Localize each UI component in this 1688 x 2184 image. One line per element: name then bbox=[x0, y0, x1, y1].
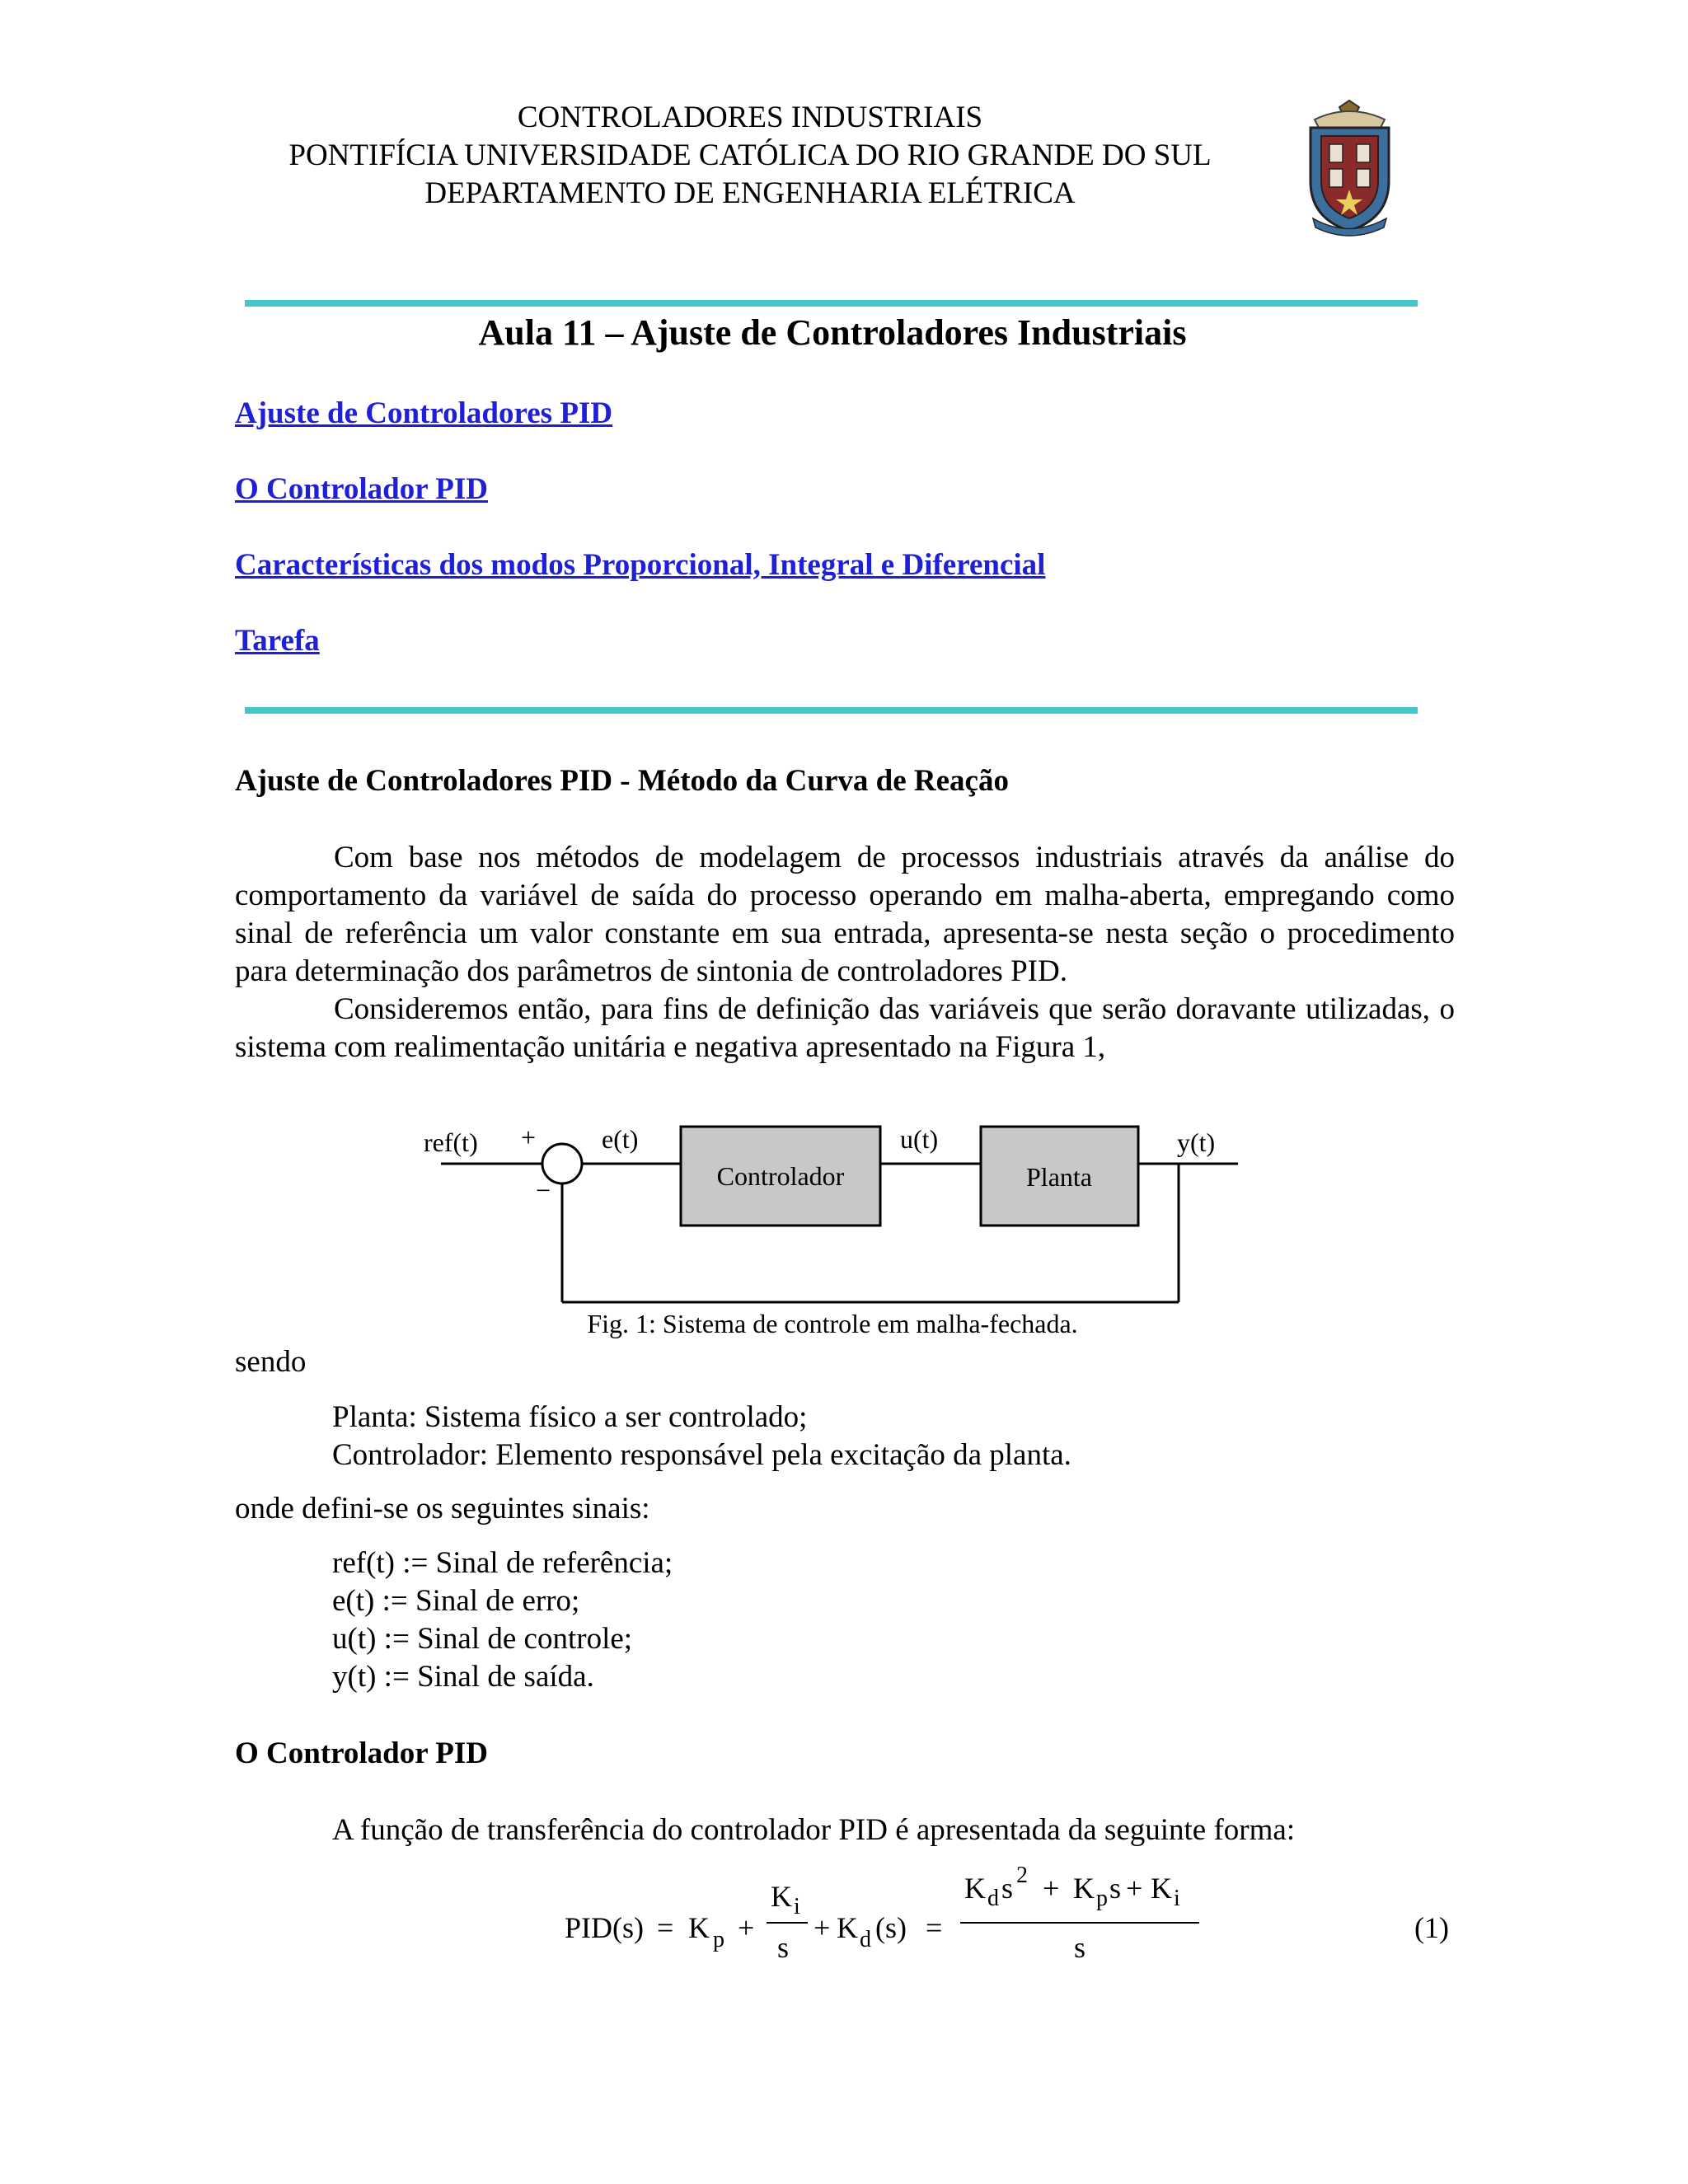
eq-num-ki-sub: i bbox=[1174, 1886, 1180, 1911]
text-signals-intro: onde defini-se os seguintes sinais: bbox=[235, 1492, 650, 1526]
paragraph-transfer-function: A função de transferência do controlador PID é apresentada da seguinte forma: bbox=[332, 1813, 1296, 1847]
eq-num-ki: K bbox=[1151, 1872, 1172, 1905]
eq-kp-sub: p bbox=[713, 1927, 724, 1952]
block-diagram-figure bbox=[412, 1117, 1253, 1339]
figure-caption: Fig. 1: Sistema de controle em malha-fechada. bbox=[587, 1309, 1078, 1338]
label-output: y(t) bbox=[1177, 1127, 1216, 1157]
eq-fraction-bar-1 bbox=[767, 1922, 808, 1924]
header-course: CONTROLADORES INDUSTRIAIS bbox=[517, 101, 983, 134]
eq-num-exponent: 2 bbox=[1016, 1863, 1028, 1888]
eq-num-plus-1: + bbox=[1043, 1872, 1060, 1905]
header-department: DEPARTAMENTO DE ENGENHARIA ELÉTRICA bbox=[424, 176, 1076, 210]
label-minus: − bbox=[536, 1175, 551, 1205]
eq-s-den-2: s bbox=[1074, 1931, 1086, 1964]
eq-num-kd: K bbox=[964, 1872, 986, 1905]
label-control-signal: u(t) bbox=[900, 1124, 939, 1154]
label-ref: ref(t) bbox=[424, 1127, 478, 1157]
pid-equation bbox=[560, 1863, 1220, 1978]
eq-num-kp-sub: p bbox=[1096, 1886, 1108, 1911]
text-sendo: sendo bbox=[235, 1345, 307, 1379]
section-heading-controlador-pid: O Controlador PID bbox=[235, 1736, 488, 1770]
eq-kd-s: (s) bbox=[875, 1911, 907, 1944]
eq-plus-1: + bbox=[738, 1911, 755, 1944]
controller-label: Controlador bbox=[716, 1161, 845, 1191]
definition-planta: Planta: Sistema físico a ser controlado; bbox=[332, 1400, 808, 1434]
signal-ref: ref(t) := Sinal de referência; bbox=[332, 1546, 673, 1580]
eq-num-ps: s bbox=[1109, 1872, 1122, 1905]
eq-plus-2: + bbox=[814, 1911, 831, 1944]
page-title: Aula 11 – Ajuste de Controladores Industriais bbox=[478, 312, 1187, 353]
eq-kp: K bbox=[688, 1911, 710, 1944]
eq-s-den-1: s bbox=[777, 1931, 790, 1964]
eq-kd: K bbox=[837, 1911, 858, 1944]
eq-ki-sub: i bbox=[794, 1894, 800, 1919]
eq-fraction-bar-2 bbox=[960, 1922, 1199, 1924]
label-error: e(t) bbox=[602, 1124, 639, 1154]
signal-error: e(t) := Sinal de erro; bbox=[332, 1584, 580, 1618]
eq-lhs: PID(s) bbox=[565, 1911, 644, 1944]
label-plus: + bbox=[521, 1122, 537, 1152]
definition-controlador: Controlador: Elemento responsável pela excitação da planta. bbox=[332, 1438, 1071, 1472]
university-crest-icon bbox=[1298, 99, 1401, 239]
section-heading-ajuste: Ajuste de Controladores PID - Método da Curva de Reação bbox=[235, 764, 1009, 798]
eq-num-s2: s bbox=[1001, 1872, 1014, 1905]
eq-equals-1: = bbox=[657, 1911, 674, 1944]
toc-link-ajuste[interactable]: Ajuste de Controladores PID bbox=[235, 396, 613, 430]
toc-link-caracteristicas[interactable]: Características dos modos Proporcional, Integral e Diferencial bbox=[235, 548, 1046, 582]
toc-link-controlador-pid[interactable]: O Controlador PID bbox=[235, 472, 488, 506]
eq-num-kd-sub: d bbox=[987, 1886, 999, 1911]
divider-top bbox=[245, 300, 1418, 307]
equation-number: (1) bbox=[1414, 1911, 1449, 1944]
eq-ki: K bbox=[771, 1880, 792, 1913]
eq-equals-2: = bbox=[926, 1911, 943, 1944]
plant-label: Planta bbox=[1026, 1162, 1092, 1192]
divider-bottom bbox=[245, 707, 1418, 714]
eq-num-plus-2: + bbox=[1126, 1872, 1143, 1905]
paragraph-consideremos: Consideremos então, para fins de definição das variáveis que serão doravante utilizadas, o sistema com realimentação unitária e negativa apresentado na Figura 1, bbox=[235, 992, 1455, 1064]
paragraph-intro: Com base nos métodos de modelagem de processos industriais através da análise do comportamento da variável de saída do processo operando em malha-aberta, empregando como sinal de referência um valor constante em sua entrada, apresenta-se nesta seção o procedimento para determinação dos parâmetros de sintonia de controladores PID. bbox=[235, 841, 1455, 988]
toc-link-tarefa[interactable]: Tarefa bbox=[235, 624, 320, 658]
eq-num-kp: K bbox=[1073, 1872, 1095, 1905]
signal-control: u(t) := Sinal de controle; bbox=[332, 1622, 633, 1656]
eq-kd-sub: d bbox=[860, 1927, 871, 1952]
signal-output: y(t) := Sinal de saída. bbox=[332, 1660, 594, 1694]
header-university: PONTIFÍCIA UNIVERSIDADE CATÓLICA DO RIO GRANDE DO SUL bbox=[288, 138, 1212, 172]
